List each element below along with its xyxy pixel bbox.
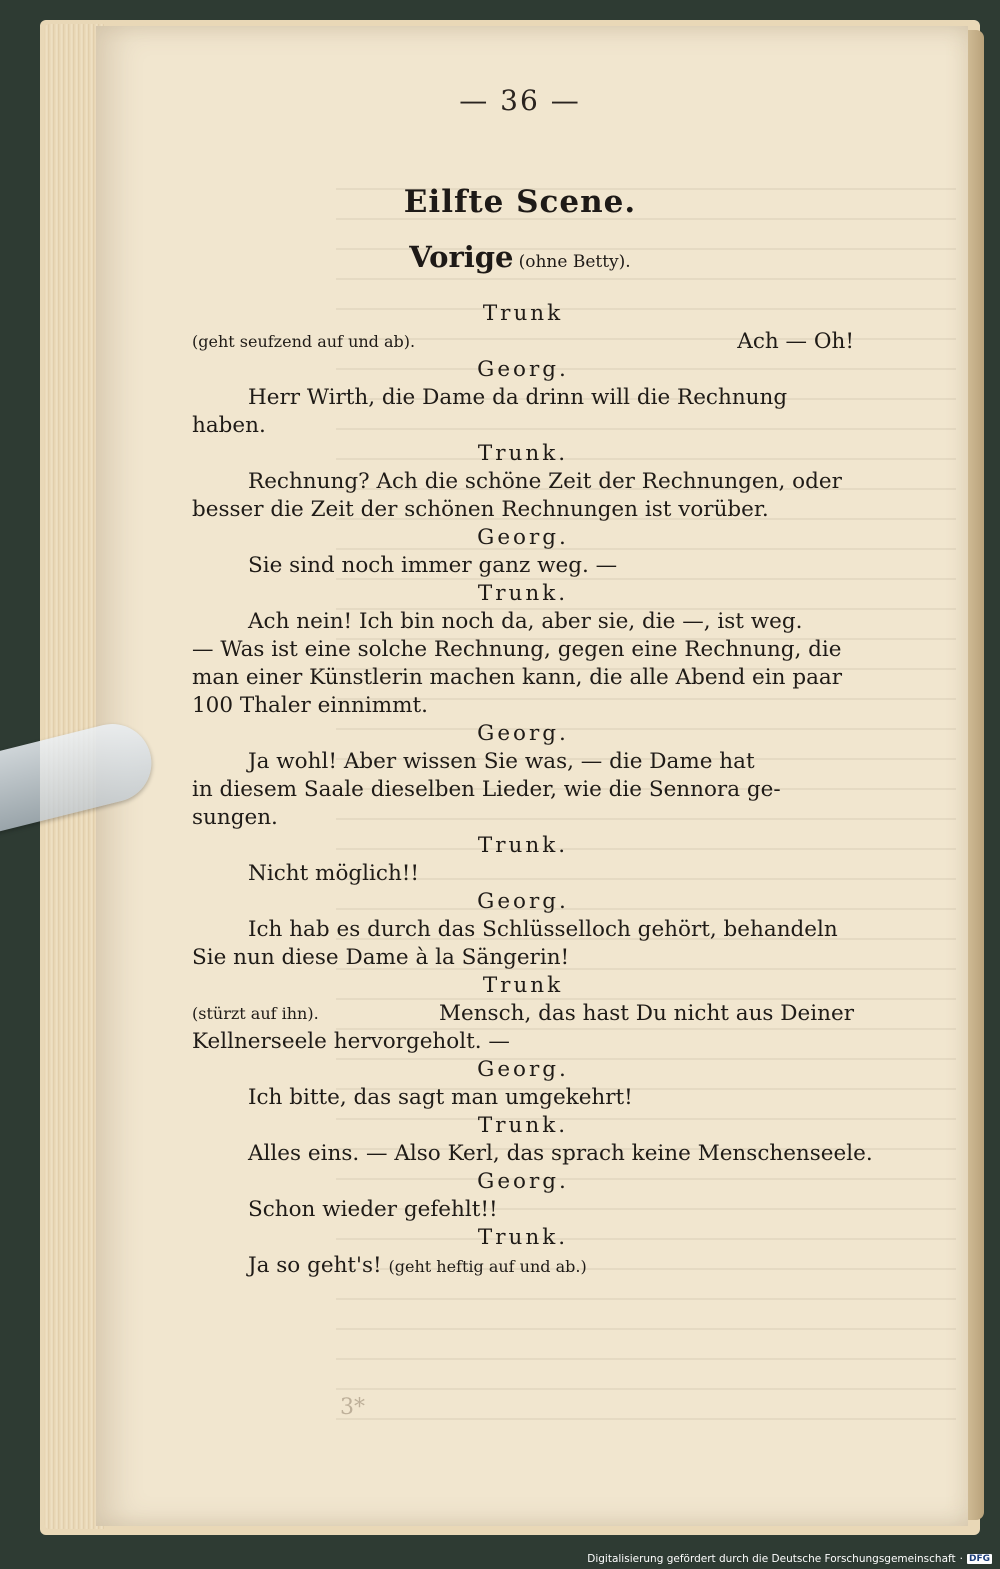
speaker-name: Trunk. <box>477 1113 569 1138</box>
dialogue-line: Sie nun diese Dame à la Sängerin! <box>192 945 570 970</box>
stage-direction: (stürzt auf ihn). <box>192 1004 319 1023</box>
speaker-name: Georg. <box>477 889 569 914</box>
dialogue-line: besser die Zeit der schönen Rechnungen ist vorüber. <box>192 497 769 522</box>
scene-sub-main: Vorige <box>409 240 514 274</box>
scene-subtitle <box>0 240 1000 274</box>
page-number: — 36 — <box>459 84 581 117</box>
dialogue-line: Ich bitte, das sagt man umgekehrt! <box>248 1085 633 1110</box>
speaker-name: Trunk. <box>477 441 569 466</box>
dialogue-text: Mensch, das hast Du nicht aus Deiner <box>438 1001 854 1026</box>
dialogue-line: 100 Thaler einnimmt. <box>192 693 429 718</box>
signature-mark: 3* <box>340 1395 365 1420</box>
speaker-name: Trunk <box>482 973 564 998</box>
dialogue-line: Ich hab es durch das Schlüsselloch gehört, behandeln <box>248 917 838 942</box>
speaker-name: Trunk. <box>477 581 569 606</box>
speaker-name: Georg. <box>477 357 569 382</box>
dialogue-line: Sie sind noch immer ganz weg. — <box>248 553 618 578</box>
dialogue-line: — Was ist eine solche Rechnung, gegen eine Rechnung, die <box>192 637 842 662</box>
speaker-name: Trunk. <box>477 833 569 858</box>
dialogue-line: man einer Künstlerin machen kann, die alle Abend ein paar <box>192 665 843 690</box>
dialogue-text: Ja so geht's! <box>248 1253 389 1278</box>
dfg-logo: DFG <box>968 1554 990 1564</box>
dialogue-body <box>192 300 873 1280</box>
dialogue-line: Nicht möglich!! <box>248 861 420 886</box>
speaker-name: Trunk. <box>477 1225 569 1250</box>
dialogue-line: Kellnerseele hervorgeholt. — <box>192 1029 510 1054</box>
dialogue-line: in diesem Saale dieselben Lieder, wie die Sennora ge- <box>192 777 781 802</box>
dialogue-line: Ja wohl! Aber wissen Sie was, — die Dame hat <box>248 749 755 774</box>
speaker-name: Georg. <box>477 721 569 746</box>
dialogue-line: sungen. <box>192 805 278 830</box>
dialogue-line: Herr Wirth, die Dame da drinn will die Rechnung <box>248 385 788 410</box>
speaker-name: Georg. <box>477 1057 569 1082</box>
digitization-credit: Digitalisierung gefördert durch die Deutsche Forschungsgemeinschaft · DFG <box>587 1553 990 1565</box>
speaker-name: Georg. <box>477 525 569 550</box>
dialogue-line: Alles eins. — Also Kerl, das sprach keine Menschenseele. <box>248 1141 873 1166</box>
scene-sub-note: (ohne Betty). <box>518 252 631 272</box>
dialogue-line <box>192 328 854 356</box>
scene-title: Eilfte Scene. <box>403 184 637 220</box>
digitization-note: Digitalisierung gefördert durch die Deutsche Forschungsgemeinschaft <box>587 1553 956 1565</box>
dialogue-line <box>192 1000 854 1028</box>
dialogue-line <box>192 1252 854 1280</box>
dialogue-line: Schon wieder gefehlt!! <box>248 1197 498 1222</box>
speaker-name: Georg. <box>477 1169 569 1194</box>
dialogue-text: Ach — Oh! <box>737 329 854 354</box>
dialogue-line: haben. <box>192 413 266 438</box>
dialogue-line: Rechnung? Ach die schöne Zeit der Rechnungen, oder <box>248 469 842 494</box>
stage-direction: (geht heftig auf und ab.) <box>388 1257 587 1276</box>
stage-direction: (geht seufzend auf und ab). <box>192 332 416 351</box>
dialogue-line: Ach nein! Ich bin noch da, aber sie, die —, ist weg. <box>248 609 803 634</box>
speaker-name: Trunk <box>482 301 564 326</box>
